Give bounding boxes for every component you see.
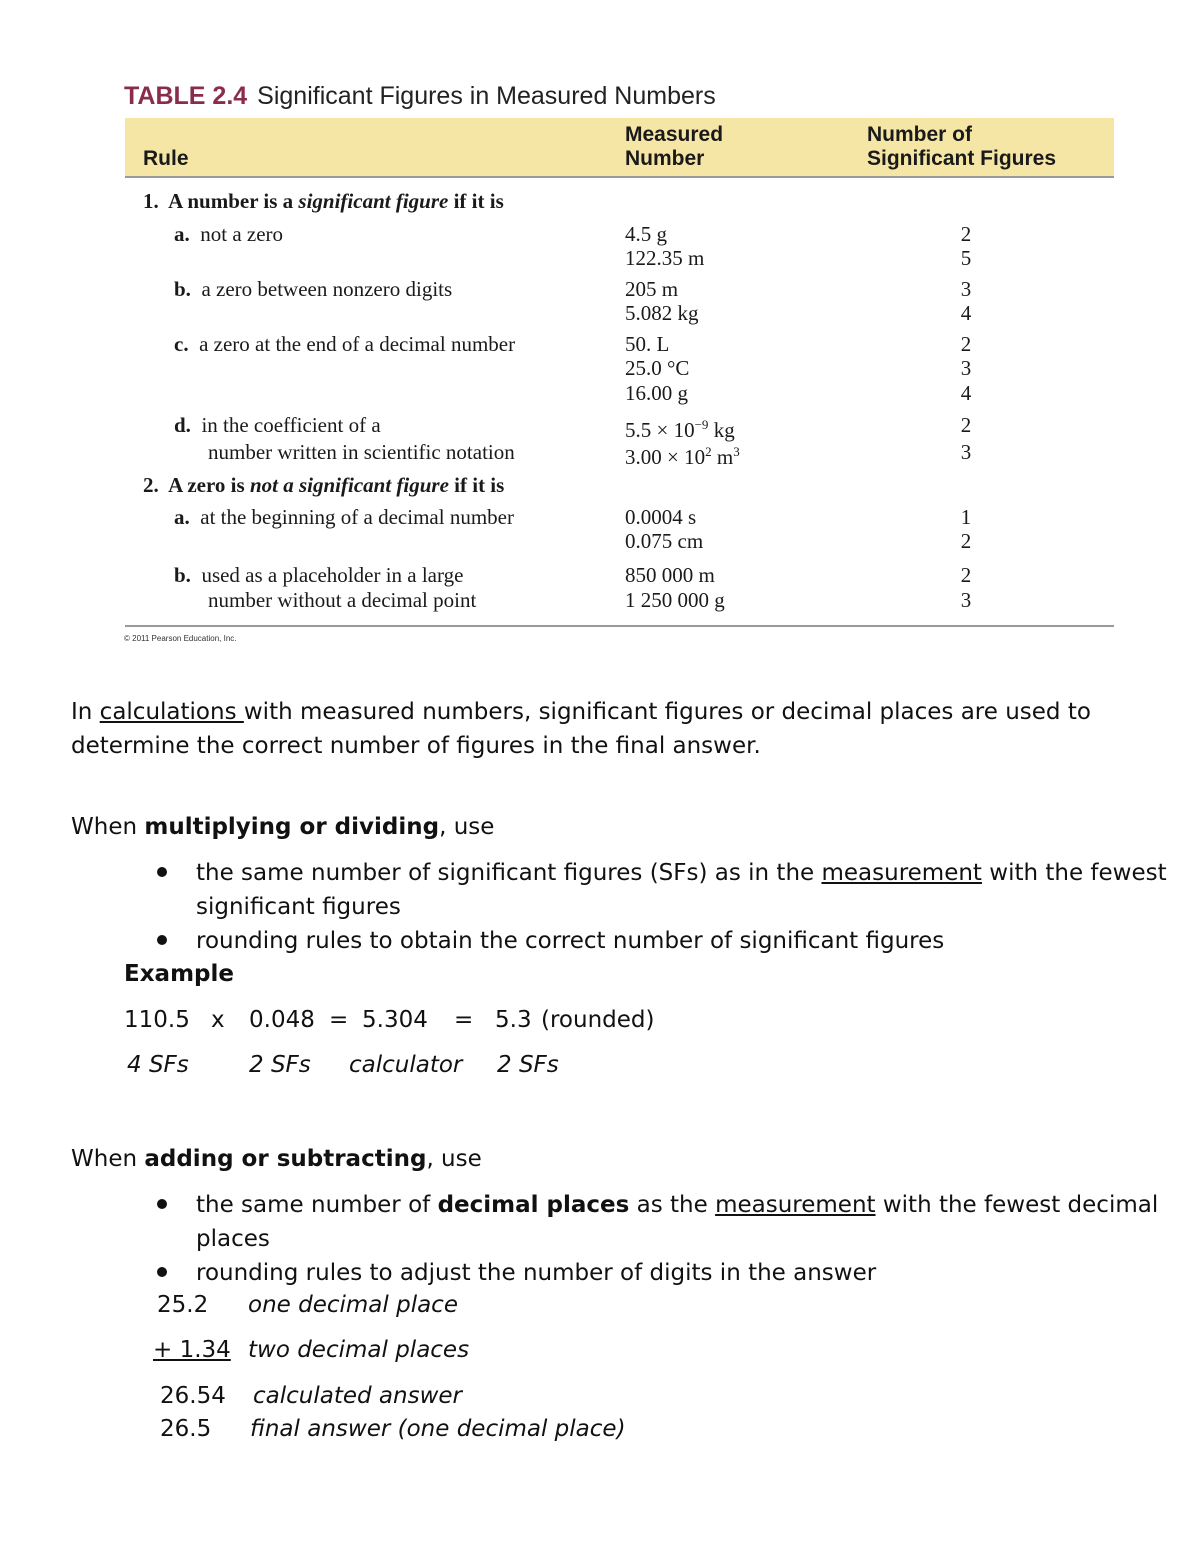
sig-fig-count: 3 bbox=[960, 277, 972, 301]
bullet-icon bbox=[157, 1267, 167, 1277]
add-note: one decimal place bbox=[248, 1292, 458, 1318]
section-1-heading: 1. A number is a significant figure if it is bbox=[143, 189, 504, 213]
add-bullet-1-line2: places bbox=[196, 1226, 270, 1252]
rule-2b-line2: number without a decimal point bbox=[208, 588, 477, 612]
measurement: 4.5 g bbox=[625, 222, 667, 246]
bullet-icon bbox=[157, 1199, 167, 1209]
header-rule: Rule bbox=[143, 147, 189, 170]
eq-value: 5.304 bbox=[362, 1007, 428, 1033]
multiply-bullet-1: the same number of significant figures (SFs) as in the measurement with the fewest bbox=[196, 860, 1167, 886]
sig-fig-count: 2 bbox=[960, 222, 972, 246]
measurement-scientific: $5.5 \times 10^{-9}$ kg bbox=[625, 417, 735, 442]
sig-fig-count: 1 bbox=[960, 505, 972, 529]
section-2-heading: 2. A zero is not a significant figure if it is bbox=[143, 473, 505, 497]
sig-fig-count: 2 bbox=[960, 413, 972, 437]
sig-fig-count: 3 bbox=[960, 440, 972, 464]
multiply-bullet-2: rounding rules to obtain the correct number of significant figures bbox=[196, 928, 945, 954]
sig-fig-count: 4 bbox=[960, 301, 972, 325]
add-bullet-2: rounding rules to adjust the number of digits in the answer bbox=[196, 1260, 877, 1286]
sig-fig-count: 3 bbox=[960, 356, 972, 380]
measurement: 5.082 kg bbox=[625, 301, 699, 325]
sig-fig-count: 3 bbox=[960, 588, 972, 612]
measurement-scientific: $3.00 \times 10^2$ $m^3$ bbox=[625, 444, 740, 469]
sig-fig-count: 5 bbox=[960, 246, 972, 270]
measurement: 205 m bbox=[625, 277, 679, 301]
eq-label: 4 SFs bbox=[127, 1052, 189, 1078]
sig-fig-count: 2 bbox=[960, 563, 972, 587]
rule-1d: d. in the coefficient of a bbox=[174, 413, 381, 437]
add-value: 25.2 bbox=[157, 1292, 209, 1318]
bullet-icon bbox=[157, 867, 167, 877]
copyright: © 2011 Pearson Education, Inc. bbox=[124, 634, 237, 643]
eq-note: (rounded) bbox=[541, 1007, 655, 1033]
measurement: 50. L bbox=[625, 332, 670, 356]
add-value: + 1.34 bbox=[153, 1337, 231, 1363]
measurement: 1 250 000 g bbox=[625, 588, 725, 612]
add-note: final answer (one decimal place) bbox=[250, 1416, 626, 1442]
measurement: 850 000 m bbox=[625, 563, 715, 587]
header-sig-figs: Number of Significant Figures bbox=[867, 123, 1057, 170]
eq-equals: = bbox=[329, 1007, 349, 1033]
multiply-bullet-1-line2: significant figures bbox=[196, 894, 401, 920]
eq-value: 0.048 bbox=[249, 1007, 315, 1033]
add-note: calculated answer bbox=[253, 1383, 462, 1409]
add-heading: When adding or subtracting, use bbox=[71, 1146, 482, 1172]
intro-paragraph-line1: In calculations with measured numbers, significant figures or decimal places are used to bbox=[71, 699, 1091, 725]
measurement: 0.0004 s bbox=[625, 505, 697, 529]
eq-equals: = bbox=[454, 1007, 474, 1033]
eq-label: calculator bbox=[349, 1052, 463, 1078]
header-measured: Measured Number bbox=[625, 123, 724, 170]
add-bullet-1: the same number of decimal places as the measurement with the fewest decimal bbox=[196, 1192, 1159, 1218]
measurement: 25.0 °C bbox=[625, 356, 690, 380]
add-value: 26.5 bbox=[160, 1416, 212, 1442]
eq-value: 5.3 bbox=[495, 1007, 532, 1033]
rule-1b: b. a zero between nonzero digits bbox=[174, 277, 453, 301]
multiply-heading: When multiplying or dividing, use bbox=[71, 814, 495, 840]
measurement: 0.075 cm bbox=[625, 529, 704, 553]
add-value: 26.54 bbox=[160, 1383, 226, 1409]
table-bottom-rule bbox=[125, 625, 1114, 627]
eq-label: 2 SFs bbox=[497, 1052, 559, 1078]
sig-fig-count: 2 bbox=[960, 332, 972, 356]
rule-2b: b. used as a placeholder in a large bbox=[174, 563, 464, 587]
eq-value: 110.5 bbox=[124, 1007, 190, 1033]
rule-1a: a. not a zero bbox=[174, 222, 284, 246]
measurement: 122.35 m bbox=[625, 246, 705, 270]
bullet-icon bbox=[157, 935, 167, 945]
intro-paragraph-line2: determine the correct number of figures in the final answer. bbox=[71, 733, 761, 759]
add-note: two decimal places bbox=[248, 1337, 470, 1363]
eq-operator: x bbox=[211, 1007, 225, 1033]
rule-2a: a. at the beginning of a decimal number bbox=[174, 505, 514, 529]
example-label: Example bbox=[124, 961, 234, 987]
rule-1d-line2: number written in scientific notation bbox=[208, 440, 515, 464]
rule-1c: c. a zero at the end of a decimal number bbox=[174, 332, 516, 356]
table-title bbox=[124, 82, 716, 111]
measurement: 16.00 g bbox=[625, 381, 688, 405]
table-number: TABLE 2.4 bbox=[124, 82, 248, 110]
eq-label: 2 SFs bbox=[249, 1052, 311, 1078]
table-title-text: Significant Figures in Measured Numbers bbox=[257, 82, 716, 110]
sig-fig-count: 2 bbox=[960, 529, 972, 553]
sig-fig-count: 4 bbox=[960, 381, 972, 405]
